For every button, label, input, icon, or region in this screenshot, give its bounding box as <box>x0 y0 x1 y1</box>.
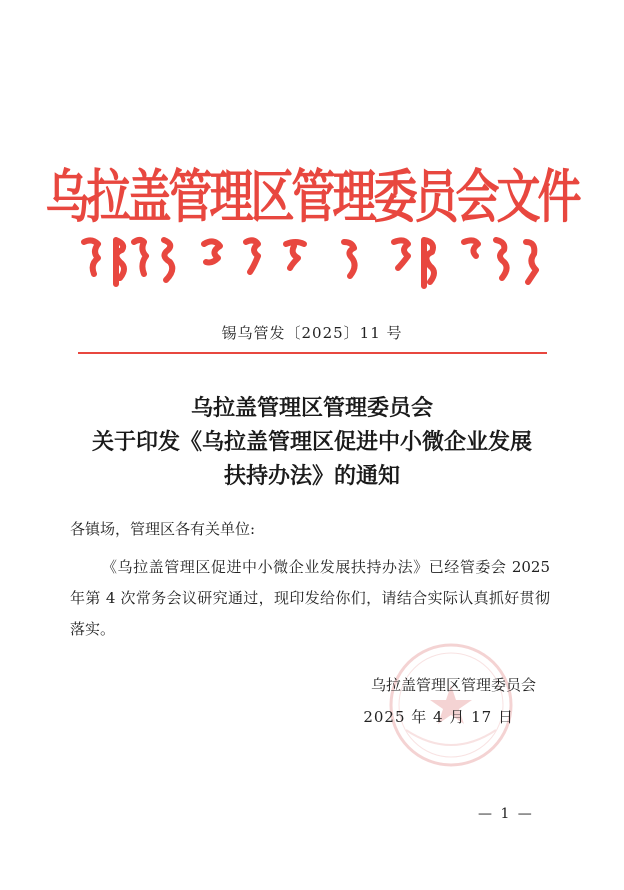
page-number: — 1 — <box>478 806 534 822</box>
red-divider-line <box>78 352 547 354</box>
document-title <box>0 392 624 494</box>
title-line-2: 关于印发《乌拉盖管理区促进中小微企业发展 <box>91 430 532 455</box>
document-header-title: 乌拉盖管理区管理委员会文件 <box>45 164 579 231</box>
body-paragraph: 《乌拉盖管理区促进中小微企业发展扶持办法》已经管委会 2025 年第 4 次常务会议研究通过，现印发给你们，请结合实际认真抓好贯彻落实。 <box>70 558 550 638</box>
signature-date: 2025 年 4 月 17 日 <box>363 708 514 726</box>
salutation: 各镇场，管理区各有关单位: <box>70 520 256 538</box>
document-number: 锡乌管发〔2025〕11 号 <box>221 324 403 342</box>
body-text <box>70 552 550 645</box>
signature-organization: 乌拉盖管理区管理委员会 <box>370 676 536 694</box>
title-line-3: 扶持办法》的通知 <box>223 464 400 489</box>
official-seal-stamp <box>386 640 516 770</box>
mongolian-script-header <box>76 232 546 292</box>
title-line-1: 乌拉盖管理区管理委员会 <box>190 396 433 421</box>
